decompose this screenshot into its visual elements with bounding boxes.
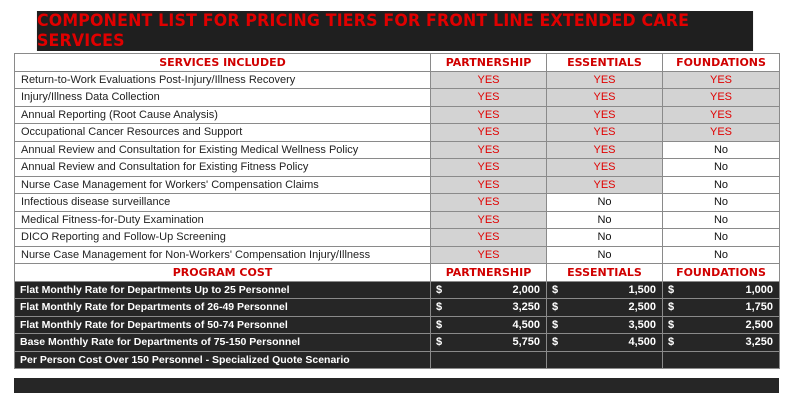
partnership-inclusion-cell[interactable]: YES (431, 211, 547, 229)
header-partnership[interactable]: PARTNERSHIP (431, 54, 547, 72)
empty-price-cell[interactable] (431, 351, 547, 369)
header-services-included[interactable]: SERVICES INCLUDED (15, 54, 431, 72)
foundations-inclusion-cell[interactable]: No (663, 246, 780, 264)
foundations-inclusion-cell[interactable]: YES (663, 106, 780, 124)
rate-label-cell[interactable]: Flat Monthly Rate for Departments Up to 25 Personnel (15, 281, 431, 299)
partnership-inclusion-cell[interactable]: YES (431, 71, 547, 89)
partnership-price-cell[interactable] (431, 299, 547, 317)
price-amount: 2,500 (745, 318, 773, 331)
partnership-inclusion-cell[interactable]: YES (431, 229, 547, 247)
empty-price-cell[interactable] (547, 351, 663, 369)
pricing-table (14, 53, 780, 369)
currency-symbol: $ (552, 283, 559, 296)
service-row (15, 141, 780, 159)
partnership-inclusion-cell[interactable]: YES (431, 106, 547, 124)
header-essentials[interactable]: ESSENTIALS (547, 54, 663, 72)
currency-symbol: $ (668, 336, 675, 349)
essentials-inclusion-cell[interactable]: YES (547, 89, 663, 107)
price-value (667, 336, 775, 348)
specialized-quote-row (15, 351, 780, 369)
price-value (435, 319, 542, 331)
service-name-cell[interactable]: Medical Fitness-for-Duty Examination (15, 211, 431, 229)
price-amount: 1,750 (745, 301, 773, 314)
price-amount: 4,500 (628, 336, 656, 349)
essentials-price-cell[interactable] (547, 299, 663, 317)
essentials-inclusion-cell[interactable]: No (547, 211, 663, 229)
price-value (551, 319, 658, 331)
partnership-inclusion-cell[interactable]: YES (431, 89, 547, 107)
partnership-inclusion-cell[interactable]: YES (431, 159, 547, 177)
currency-symbol: $ (668, 301, 675, 314)
price-amount: 3,250 (512, 301, 540, 314)
currency-symbol: $ (552, 318, 559, 331)
partnership-inclusion-cell[interactable]: YES (431, 194, 547, 212)
service-name-cell[interactable]: Infectious disease surveillance (15, 194, 431, 212)
essentials-inclusion-cell[interactable]: No (547, 246, 663, 264)
foundations-inclusion-cell[interactable]: No (663, 229, 780, 247)
service-row (15, 106, 780, 124)
price-value (667, 284, 775, 296)
services-header-row (15, 54, 780, 72)
price-value (435, 336, 542, 348)
price-amount: 3,250 (745, 336, 773, 349)
service-row (15, 71, 780, 89)
service-row (15, 211, 780, 229)
essentials-inclusion-cell[interactable]: YES (547, 159, 663, 177)
price-value (551, 336, 658, 348)
foundations-inclusion-cell[interactable]: No (663, 194, 780, 212)
essentials-inclusion-cell[interactable]: YES (547, 106, 663, 124)
empty-price-cell[interactable] (663, 351, 780, 369)
foundations-inclusion-cell[interactable]: No (663, 211, 780, 229)
partnership-inclusion-cell[interactable]: YES (431, 141, 547, 159)
service-row (15, 176, 780, 194)
price-value (551, 284, 658, 296)
essentials-inclusion-cell[interactable]: YES (547, 71, 663, 89)
price-amount: 5,750 (512, 336, 540, 349)
essentials-inclusion-cell[interactable]: YES (547, 124, 663, 142)
essentials-price-cell[interactable] (547, 334, 663, 352)
currency-symbol: $ (436, 283, 443, 296)
currency-symbol: $ (552, 336, 559, 349)
foundations-inclusion-cell[interactable]: YES (663, 89, 780, 107)
price-amount: 2,500 (628, 301, 656, 314)
partnership-price-cell[interactable] (431, 281, 547, 299)
rate-row (15, 316, 780, 334)
header-foundations[interactable]: FOUNDATIONS (663, 264, 780, 282)
essentials-inclusion-cell[interactable]: No (547, 194, 663, 212)
price-value (435, 301, 542, 313)
rate-row (15, 299, 780, 317)
service-name-cell[interactable]: DICO Reporting and Follow-Up Screening (15, 229, 431, 247)
currency-symbol: $ (668, 283, 675, 296)
rate-row (15, 334, 780, 352)
service-name-cell[interactable]: Return-to-Work Evaluations Post-Injury/Illness Recovery (15, 71, 431, 89)
program-cost-header-row (15, 264, 780, 282)
service-name-cell[interactable]: Nurse Case Management for Workers' Compensation Claims (15, 176, 431, 194)
partnership-price-cell[interactable] (431, 334, 547, 352)
price-amount: 4,500 (512, 318, 540, 331)
currency-symbol: $ (552, 301, 559, 314)
service-name-cell[interactable]: Injury/Illness Data Collection (15, 89, 431, 107)
currency-symbol: $ (436, 336, 443, 349)
foundations-price-cell[interactable] (663, 299, 780, 317)
header-partnership[interactable]: PARTNERSHIP (431, 264, 547, 282)
service-name-cell[interactable]: Annual Reporting (Root Cause Analysis) (15, 106, 431, 124)
price-amount: 1,000 (745, 283, 773, 296)
header-essentials[interactable]: ESSENTIALS (547, 264, 663, 282)
foundations-inclusion-cell[interactable]: YES (663, 124, 780, 142)
price-value (551, 301, 658, 313)
specialized-quote-label[interactable]: Per Person Cost Over 150 Personnel - Specialized Quote Scenario (15, 351, 431, 369)
service-row (15, 246, 780, 264)
foundations-price-cell[interactable] (663, 334, 780, 352)
foundations-inclusion-cell[interactable]: No (663, 159, 780, 177)
essentials-inclusion-cell[interactable]: YES (547, 141, 663, 159)
service-name-cell[interactable]: Annual Review and Consultation for Existing Medical Wellness Policy (15, 141, 431, 159)
partnership-inclusion-cell[interactable]: YES (431, 176, 547, 194)
service-name-cell[interactable]: Nurse Case Management for Non-Workers' Compensation Injury/Illness (15, 246, 431, 264)
price-amount: 2,000 (512, 283, 540, 296)
sheet-title: COMPONENT LIST FOR PRICING TIERS FOR FRONT LINE EXTENDED CARE SERVICES (37, 11, 753, 51)
currency-symbol: $ (436, 301, 443, 314)
price-value (667, 319, 775, 331)
foundations-price-cell[interactable] (663, 316, 780, 334)
service-name-cell[interactable]: Annual Review and Consultation for Existing Fitness Policy (15, 159, 431, 177)
foundations-price-cell[interactable] (663, 281, 780, 299)
price-amount: 1,500 (628, 283, 656, 296)
table-footer-bar (14, 378, 779, 393)
header-program-cost[interactable]: PROGRAM COST (15, 264, 431, 282)
foundations-inclusion-cell[interactable]: No (663, 141, 780, 159)
service-row (15, 89, 780, 107)
rate-label-cell[interactable]: Flat Monthly Rate for Departments of 50-74 Personnel (15, 316, 431, 334)
essentials-inclusion-cell[interactable]: YES (547, 176, 663, 194)
foundations-inclusion-cell[interactable]: YES (663, 71, 780, 89)
essentials-price-cell[interactable] (547, 316, 663, 334)
service-row (15, 194, 780, 212)
rate-row (15, 281, 780, 299)
currency-symbol: $ (668, 318, 675, 331)
service-row (15, 159, 780, 177)
essentials-price-cell[interactable] (547, 281, 663, 299)
currency-symbol: $ (436, 318, 443, 331)
partnership-price-cell[interactable] (431, 316, 547, 334)
essentials-inclusion-cell[interactable]: No (547, 229, 663, 247)
price-value (435, 284, 542, 296)
service-row (15, 124, 780, 142)
rate-label-cell[interactable]: Base Monthly Rate for Departments of 75-150 Personnel (15, 334, 431, 352)
price-value (667, 301, 775, 313)
partnership-inclusion-cell[interactable]: YES (431, 124, 547, 142)
service-row (15, 229, 780, 247)
service-name-cell[interactable]: Occupational Cancer Resources and Support (15, 124, 431, 142)
partnership-inclusion-cell[interactable]: YES (431, 246, 547, 264)
rate-label-cell[interactable]: Flat Monthly Rate for Departments of 26-49 Personnel (15, 299, 431, 317)
foundations-inclusion-cell[interactable]: No (663, 176, 780, 194)
price-amount: 3,500 (628, 318, 656, 331)
header-foundations[interactable]: FOUNDATIONS (663, 54, 780, 72)
